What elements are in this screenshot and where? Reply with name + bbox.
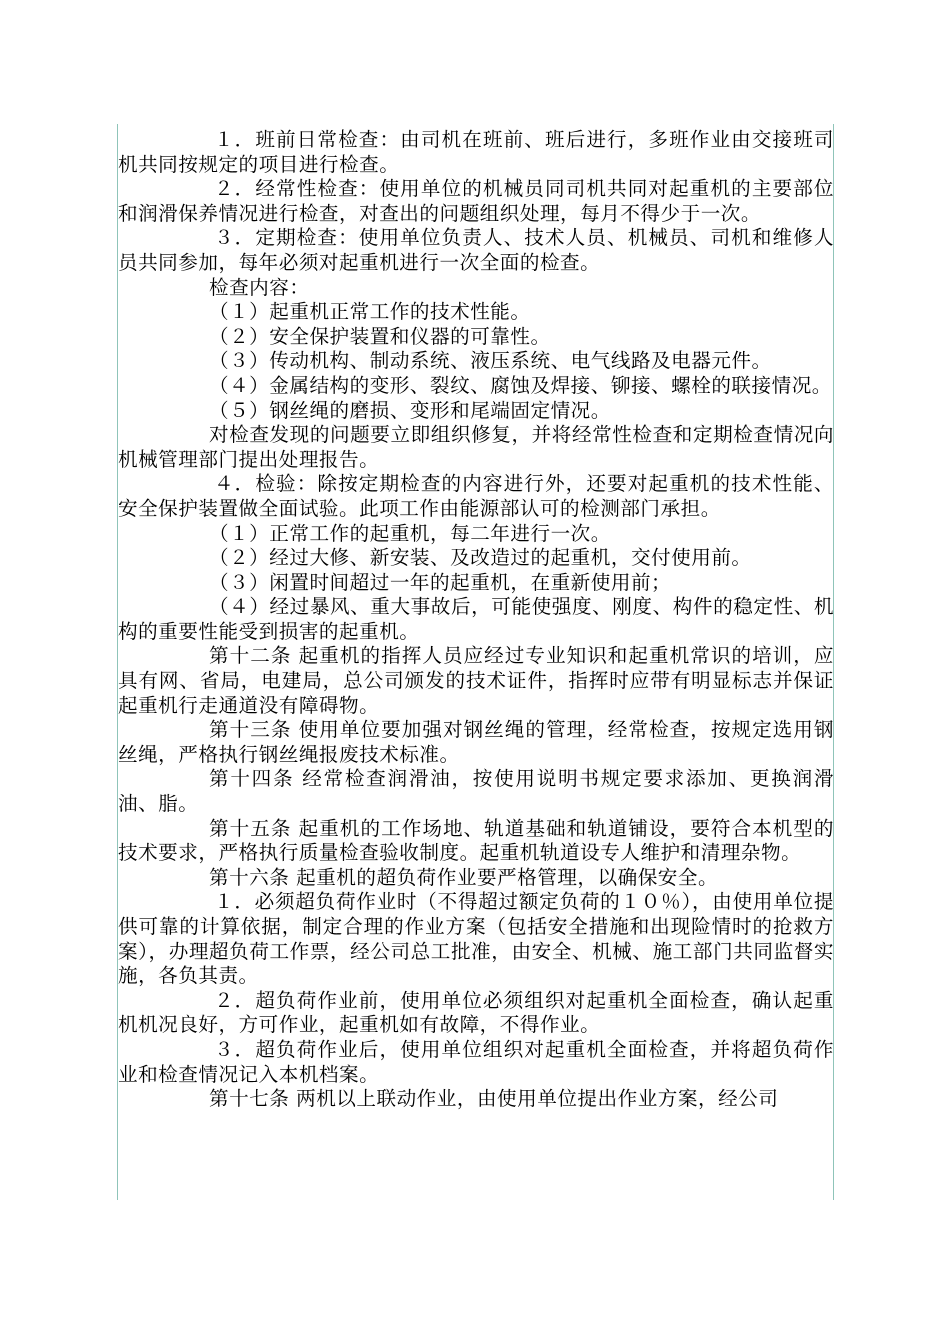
paragraph-item-1: １．班前日常检查：由司机在班前、班后进行，多班作业由交接班司机共同按规定的项目进行检查。 (118, 128, 834, 176)
paragraph-overload-1: １．必须超负荷作业时（不得超过额定负荷的１０％），由使用单位提供可靠的计算依据，制定合理的作业方案（包括安全措施和出现险情时的抢救方案），办理超负荷工作票，经公司总工批准，由安全、机械、施工部门共同监督实施，各负其责。 (118, 890, 834, 988)
paragraph-overload-3: ３．超负荷作业后，使用单位组织对起重机全面检查，并将超负荷作业和检查情况记入本机档案。 (118, 1037, 834, 1086)
paragraph-item-3: ３．定期检查：使用单位负责人、技术人员、机械员、司机和维修人员共同参加，每年必须对起重机进行一次全面的检查。 (118, 226, 834, 274)
paragraph-inspection-2: （２）安全保护装置和仪器的可靠性。 (209, 324, 551, 348)
paragraph-article-12: 第十二条 起重机的指挥人员应经过专业知识和起重机常识的培训，应具有网、省局，电建局，总公司颁发的技术证件，指挥时应带有明显标志并保证起重机行走通道没有障碍物。 (118, 644, 834, 717)
paragraph-repair-report: 对检查发现的问题要立即组织修复，并将经常性检查和定期检查情况向机械管理部门提出处理报告。 (118, 423, 834, 471)
paragraph-inspection-1: （１）起重机正常工作的技术性能。 (209, 300, 531, 324)
paragraph-inspection-5: （５）钢丝绳的磨损、变形和尾端固定情况。 (209, 398, 611, 422)
paragraph-article-15: 第十五条 起重机的工作场地、轨道基础和轨道铺设，要符合本机型的技术要求，严格执行质量检查验收制度。起重机轨道设专人维护和清理杂物。 (118, 816, 834, 865)
document-body (118, 128, 834, 1112)
paragraph-inspection-4: （４）金属结构的变形、裂纹、腐蚀及焊接、铆接、螺栓的联接情况。 (209, 373, 832, 397)
paragraph-inspection-heading: 检查内容： (209, 275, 310, 299)
paragraph-test-3: （３）闲置时间超过一年的起重机，在重新使用前； (209, 570, 672, 594)
paragraph-article-16: 第十六条 起重机的超负荷作业要严格管理，以确保安全。 (209, 865, 719, 889)
paragraph-item-2: ２．经常性检查：使用单位的机械员同司机共同对起重机的主要部位和润滑保养情况进行检查，对查出的问题组织处理，每月不得少于一次。 (118, 177, 834, 225)
paragraph-article-17: 第十七条 两机以上联动作业，由使用单位提出作业方案，经公司 (209, 1087, 779, 1111)
paragraph-article-13: 第十三条 使用单位要加强对钢丝绳的管理，经常检查，按规定选用钢丝绳，严格执行钢丝绳报废技术标准。 (118, 718, 834, 766)
paragraph-test-1: （１）正常工作的起重机，每二年进行一次。 (209, 521, 611, 545)
paragraph-inspection-3: （３）传动机构、制动系统、液压系统、电气线路及电器元件。 (209, 349, 772, 373)
paragraph-test-4: （４）经过暴风、重大事故后，可能使强度、刚度、构件的稳定性、机构的重要性能受到损害的起重机。 (118, 595, 834, 643)
paragraph-overload-2: ２．超负荷作业前，使用单位必须组织对起重机全面检查，确认起重机机况良好，方可作业，起重机如有故障，不得作业。 (118, 988, 834, 1037)
paragraph-article-14: 第十四条 经常检查润滑油，按使用说明书规定要求添加、更换润滑油、脂。 (118, 767, 834, 816)
paragraph-item-4: ４．检验：除按定期检查的内容进行外，还要对起重机的技术性能、安全保护装置做全面试验。此项工作由能源部认可的检测部门承担。 (118, 472, 834, 520)
paragraph-test-2: （２）经过大修、新安装、及改造过的起重机，交付使用前。 (209, 546, 752, 570)
